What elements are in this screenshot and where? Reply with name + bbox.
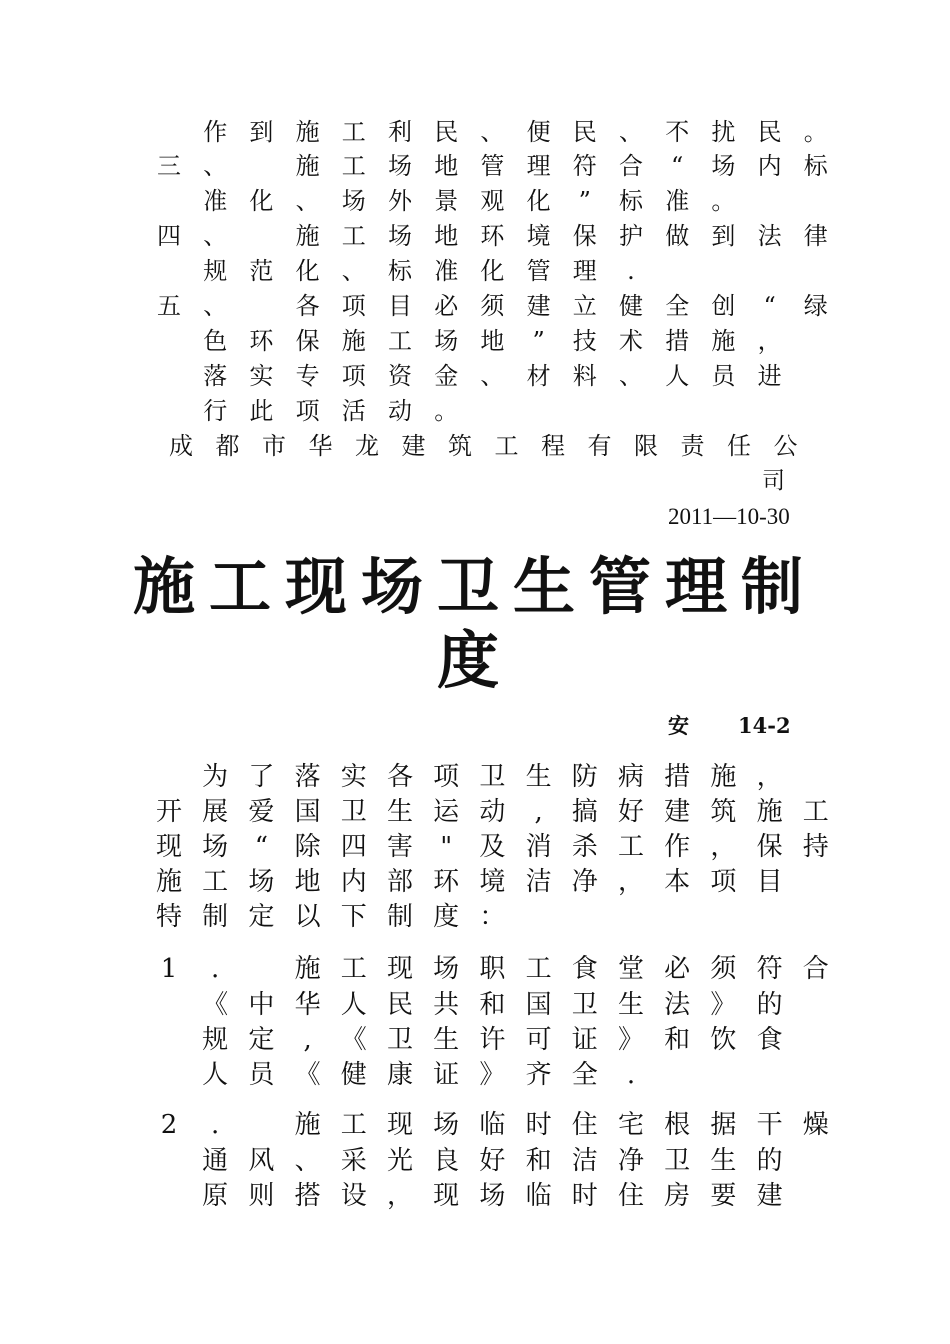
- company-name: 成 都 市 华 龙 建 筑 工 程 有 限 责 任 公: [169, 432, 798, 460]
- list-item-line: 《 中 华 人 民 共 和 国 卫 生 法 》 的: [202, 990, 783, 1020]
- intro-line: 开 展 爱 国 卫 生 运 动 , 搞 好 建 筑 施 工: [155, 797, 829, 827]
- list-item-line: 规 定 , 《 卫 生 许 可 证 》 和 饮 食: [202, 1025, 783, 1055]
- list-item-line: 1 . 施 工 现 场 职 工 食 堂 必 须 符 合: [160, 954, 829, 984]
- text-line: 四 、 施 工 场 地 环 境 保 护 做 到 法 律: [157, 222, 828, 250]
- list-item-line: 2 . 施 工 现 场 临 时 住 宅 根 据 干 燥: [160, 1110, 829, 1140]
- intro-line: 现 场 “ 除 四 害 " 及 消 杀 工 作 ， 保 持: [155, 832, 829, 862]
- text-line: 作 到 施 工 利 民 、 便 民 、 不 扰 民 。: [203, 118, 828, 146]
- text-line: 准 化 、 场 外 景 观 化 ” 标 准 。: [203, 187, 736, 215]
- intro-line: 为 了 落 实 各 项 卫 生 防 病 措 施 ，: [202, 762, 783, 792]
- text-line: 行 此 项 活 动 。: [203, 397, 459, 425]
- list-item-line: 通 风 、 采 光 良 好 和 洁 净 卫 生 的: [202, 1146, 783, 1176]
- text-line: 规 范 化 、 标 准 化 管 理 .: [203, 257, 635, 285]
- list-item-line: 人 员 《 健 康 证 》 齐 全 .: [202, 1060, 636, 1090]
- text-line: 色 环 保 施 工 场 地 ” 技 术 措 施 ，: [203, 327, 782, 355]
- document-title: 施工现场卫生管理制: [132, 550, 817, 623]
- document-title-cont: 度: [436, 624, 513, 697]
- text-line: 五 、 各 项 目 必 须 建 立 健 全 创 “ 绿: [157, 292, 828, 320]
- doc-code-number: 14-2: [738, 713, 791, 738]
- list-item-line: 原 则 搭 设 ， 现 场 临 时 住 房 要 建: [202, 1181, 783, 1211]
- text-line: 三 、 施 工 场 地 管 理 符 合 “ 场 内 标: [157, 152, 828, 180]
- intro-line: 施 工 场 地 内 部 环 境 洁 净 ， 本 项 目: [155, 867, 783, 897]
- text-line: 落 实 专 项 资 金 、 材 料 、 人 员 进: [203, 362, 782, 390]
- intro-line: 特 制 定 以 下 制 度 ：: [155, 902, 506, 932]
- doc-code-label: 安: [668, 713, 689, 738]
